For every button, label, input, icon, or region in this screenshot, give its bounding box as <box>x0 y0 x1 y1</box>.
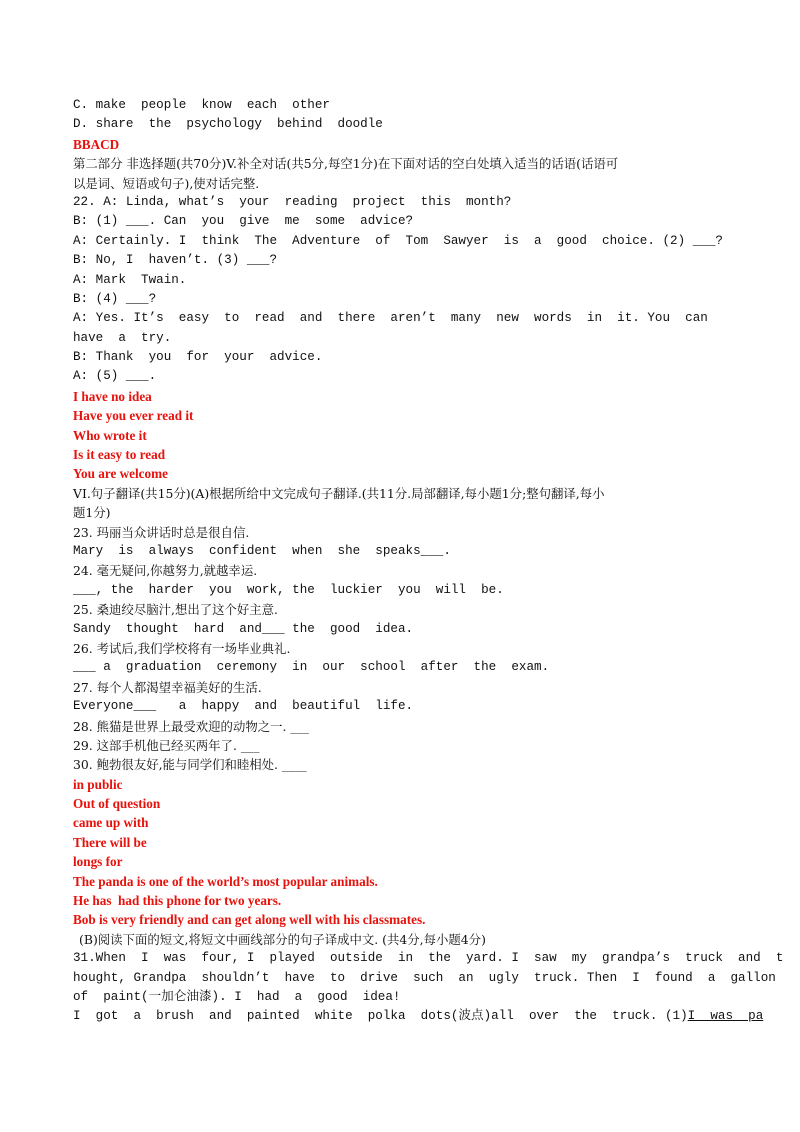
text-line: Everyone___ a happy and beautiful life. <box>73 699 414 714</box>
text-line: 题1分) <box>73 505 111 521</box>
answer-line: Out of question <box>73 796 161 812</box>
text-line: Mary is always confident when she speaks___. <box>73 543 451 558</box>
answer-line: Is it easy to read <box>73 447 166 463</box>
text-line: D. share the psychology behind doodle <box>73 117 383 132</box>
text-line: A: (5) ___. <box>73 369 157 384</box>
text-line: A: Yes. It’s easy to read and there aren’t many new words in it. You can <box>73 311 708 326</box>
text-line: A: Mark Twain. <box>73 272 187 287</box>
text-line: hought, Grandpa shouldn’t have to drive such an ugly truck. Then I found a gallon <box>73 970 776 985</box>
text-line: 29. 这部手机他已经买两年了. ___ <box>73 737 260 753</box>
text-line: 28. 熊猫是世界上最受欢迎的动物之一. ___ <box>73 718 309 734</box>
text-line: B: Thank you for your advice. <box>73 350 323 365</box>
answer-line: I have no idea <box>73 388 152 404</box>
text-line: 27. 每个人都渴望幸福美好的生活. <box>73 679 262 695</box>
answer-line: in public <box>73 776 123 792</box>
text-line: B: (1) ___. Can you give me some advice? <box>73 214 414 229</box>
answer-line: Bob is very friendly and can get along well with his classmates. <box>73 912 426 928</box>
answer-line: There will be <box>73 834 147 850</box>
answer-line: came up with <box>73 815 149 831</box>
text-line: B: No, I haven’t. (3) ___? <box>73 253 278 268</box>
text-line: (B)阅读下面的短文,将短文中画线部分的句子译成中文. (共4分,每小题4分) <box>79 931 486 947</box>
text-line <box>73 1007 764 1026</box>
answer-line: You are welcome <box>73 466 168 482</box>
answer-line: The panda is one of the world’s most popular animals. <box>73 873 378 889</box>
text-line: C. make people know each other <box>73 98 330 112</box>
text-line: 第二部分 非选择题(共70分)V.补全对话(共5分,每空1分)在下面对话的空白处填入适当的话语(话语可 <box>73 156 619 172</box>
text-line: ___ a graduation ceremony in our school after the exam. <box>73 660 550 675</box>
underlined-sentence: I was pa <box>687 1009 764 1024</box>
text-line: B: (4) ___? <box>73 291 157 306</box>
text-line: 以是词、短语或句子),使对话完整. <box>73 175 260 191</box>
text-line: 24. 毫无疑问,你越努力,就越幸运. <box>73 563 258 579</box>
text-line: 23. 玛丽当众讲话时总是很自信. <box>73 524 250 540</box>
answer-line: longs for <box>73 854 123 870</box>
document-body <box>73 96 784 1027</box>
answer-line: Have you ever read it <box>73 408 194 424</box>
text-line: 25. 桑迪绞尽脑汁,想出了这个好主意. <box>73 602 278 618</box>
text-line: 26. 考试后,我们学校将有一场毕业典礼. <box>73 640 291 656</box>
text-line: 31.When I was four, I played outside in the yard. I saw my grandpa’s truck and t <box>73 951 784 966</box>
text-line: 30. 鲍勃很友好,能与同学们和睦相处. ____ <box>73 757 307 773</box>
answer-line: He has had this phone for two years. <box>73 893 282 909</box>
passage-text: I got a brush and painted white polka dots(波点)all over the truck. (1) <box>73 1009 688 1024</box>
text-line: ___, the harder you work, the luckier you will be. <box>73 582 504 597</box>
text-line: Sandy thought hard and___ the good idea. <box>73 621 414 636</box>
text-line: A: Certainly. I think The Adventure of Tom Sawyer is a good choice. (2) ___? <box>73 233 723 248</box>
text-line: VI.句子翻译(共15分)(A)根据所给中文完成句子翻译.(共11分.局部翻译,每小题1分;整句翻译,每小 <box>73 485 605 501</box>
text-line: of paint(一加仑油漆). I had a good idea! <box>73 989 401 1004</box>
answer-line: BBACD <box>73 136 120 152</box>
text-line: 22. A: Linda, what’s your reading project this month? <box>73 194 512 209</box>
answer-line: Who wrote it <box>73 427 147 443</box>
text-line: have a try. <box>73 330 172 345</box>
